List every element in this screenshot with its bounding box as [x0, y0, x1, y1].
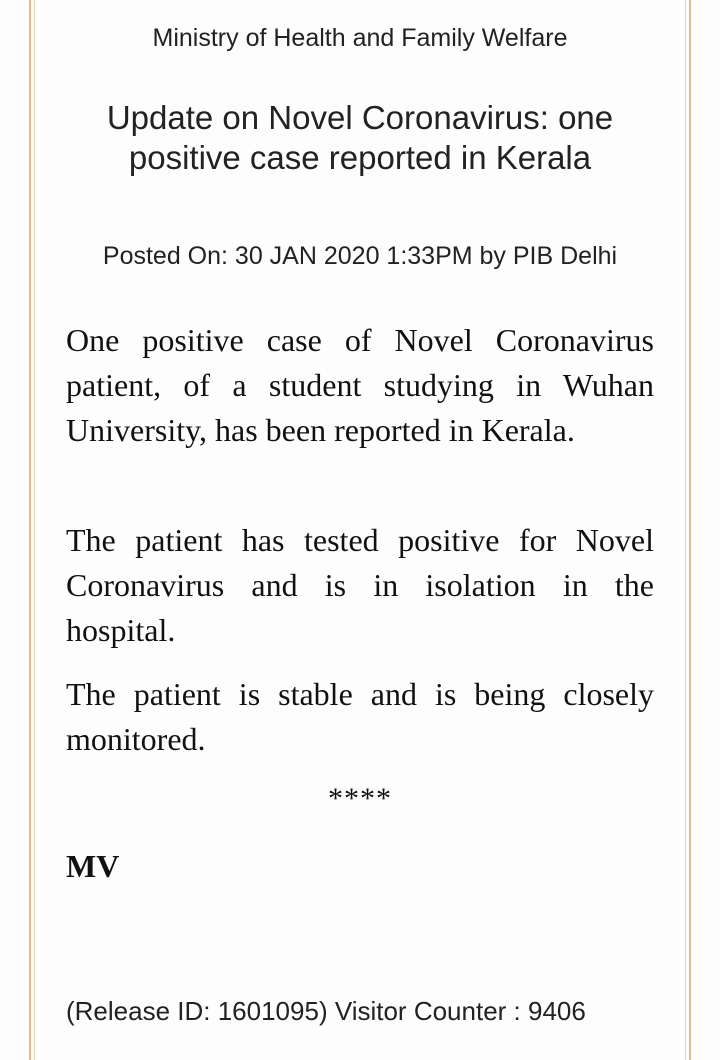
release-title: Update on Novel Coronavirus: one positive case reported in Kerala	[106, 99, 614, 176]
body-paragraph-1: One positive case of Novel Coronavirus patient, of a student studying in Wuhan University, has been reported in Kerala.	[66, 322, 654, 448]
left-border-outer	[29, 0, 31, 1060]
posted-on-line: Posted On: 30 JAN 2020 1:33PM by PIB Delhi	[102, 242, 618, 270]
right-border-outer	[689, 0, 691, 1060]
release-id-visitor-counter: (Release ID: 1601095) Visitor Counter : 9406	[66, 996, 586, 1026]
separator-stars: ****	[328, 782, 392, 815]
left-border-inner	[34, 0, 35, 1060]
body-paragraph-3: The patient is stable and is being closely monitored.	[66, 676, 654, 757]
signoff-initials: MV	[66, 848, 120, 884]
ministry-name: Ministry of Health and Family Welfare	[152, 24, 568, 52]
right-border-inner	[685, 0, 686, 1060]
body-paragraph-2: The patient has tested positive for Novel Coronavirus and is in isolation in the hospital.	[66, 522, 654, 648]
